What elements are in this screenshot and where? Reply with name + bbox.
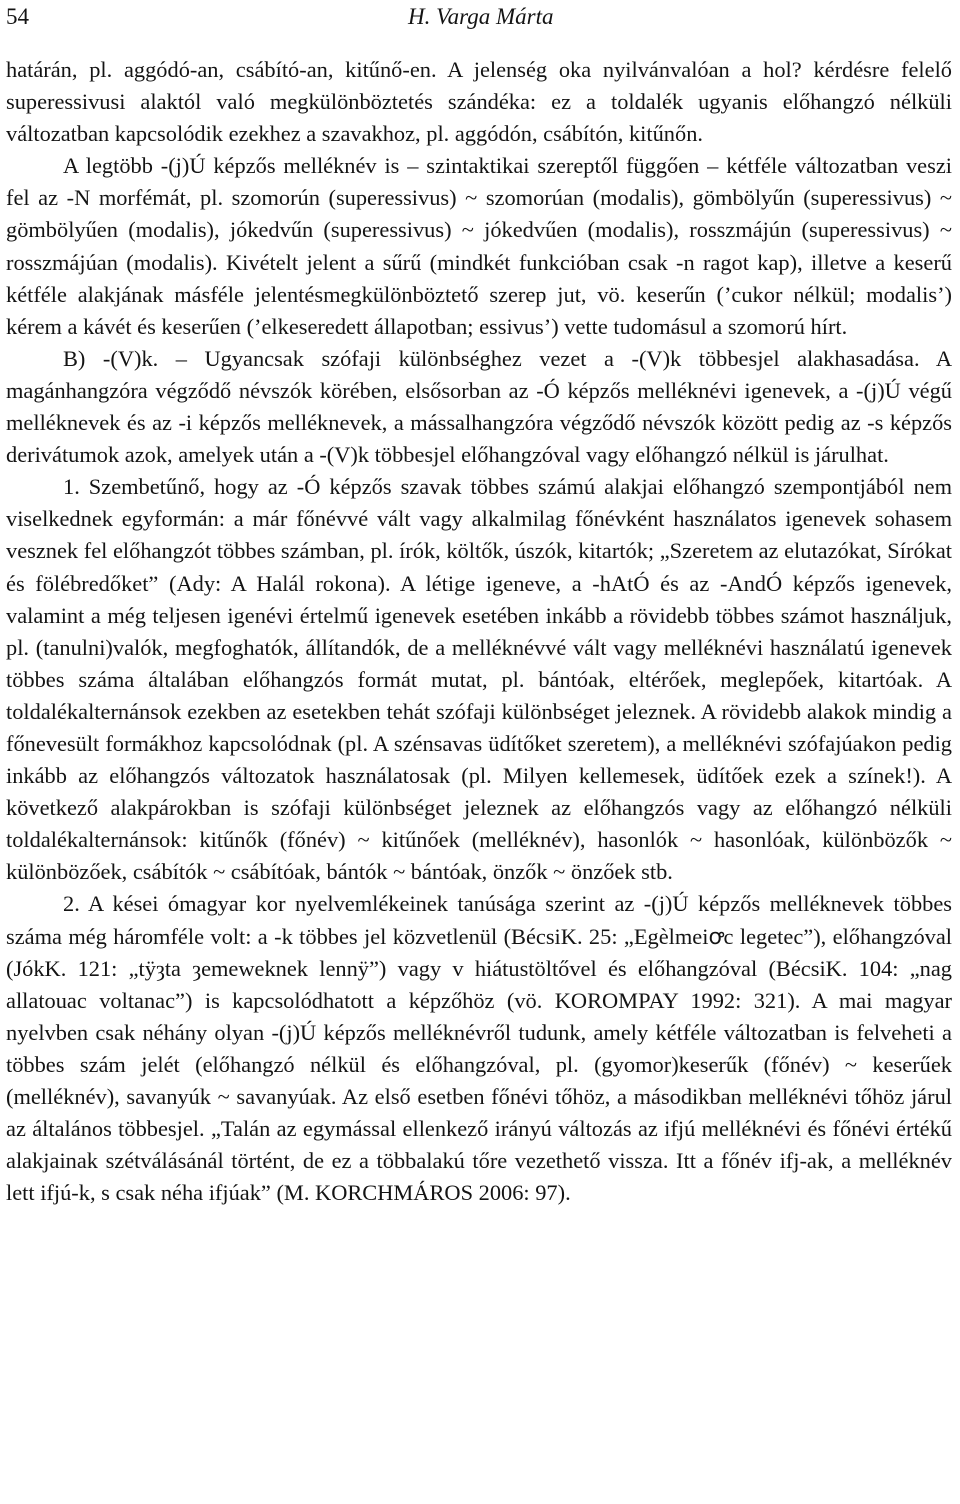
paragraph-4: 1. Szembetűnő, hogy az -Ó képzős szavak többes számú alakjai előhangzó szempontjából nem viselkednek egyformán: a már főnévvé vált vagy alkalmilag főnévként használatos igenevek sohasem vesznek fel előhangzót többes számban, pl. írók, költők, úszók, kitartók; „Szeretem az elutazókat, Sírókat és fölébredőket” (Ady: A Halál rokona). A létige igeneve, a -hAtÓ és az -AndÓ képzős igenevek, valamint a még teljesen igenévi értelmű igenevek esetében inkább a rövidebb többes számot használjuk, pl. (tanulni)valók, megfoghatók, állítandók, de a melléknévvé vált vagy melléknévi használatú igenevek többes száma általában előhangzós formát mutat, pl. bántóak, eltérőek, meglepőek, kitartóak. A toldalékalternánsok ezekben az esetekben tehát szófaji különbséget jeleznek. A rövidebb alakok mindig a főnevesült formákhoz kapcsolódnak (pl. A szénsavas üdítőket szeretem), a melléknévi szófajúakon pedig inkább az előhangzós változatok használatosak (pl. Milyen kellemesek, üdítőek ezek a színek!). A következő alakpárokban is szófaji különbséget jeleznek az előhangzós vagy az előhangzó nélküli toldalékalternánsok: kitűnők (főnév) ~ kitűnőek (melléknév), hasonlók ~ hasonlóak, különbözők ~ különbözőek, csábítók ~ csábítóak, bántók ~ bántóak, önzők ~ önzőek stb.: [6, 474, 952, 885]
paragraph-1: határán, pl. aggódó-an, csábító-an, kitűnő-en. A jelenség oka nyilvánvalóan a hol? kérdésre felelő superessivusi alaktól való megkülönböztetés szándéka: ez a toldalék ugyanis előhangzó nélküli változatban kapcsolódik ezekhez a szavakhoz, pl. aggódón, csábítón, kitűnőn.: [6, 57, 952, 147]
page-header: [6, 4, 952, 34]
paragraph-2: A legtöbb -(j)Ú képzős melléknév is – szintaktikai szereptől függően – kétféle változatban veszi fel az -N morfémát, pl. szomorún (superessivus) ~ szomorúan (modalis), gömbölyűn (superessivus) ~ gömbölyűen (modalis), jókedvűn (superessivus) ~ jókedvűen (modalis), rosszmájún (superessivus) ~ rosszmájúan (modalis). Kivételt jelent a sűrű (mindkét funkcióban csak -n ragot kap), illetve a keserű kétféle alakjának másféle jelentésmegkülönböztető szerep jut, vö. keserűn (’cukor nélkül; modalis’) kérem a kávét és keserűen (’elkeseredett állapotban; essivus’) vette tudomásul a szomorú hírt.: [6, 153, 952, 339]
paragraph-5: 2. A kései ómagyar kor nyelvemlékeinek tanúsága szerint az -(j)Ú képzős melléknevek többes száma még háromféle volt: a -k többes jel közvetlenül (BécsiK. 25: „Egèlmeiꝍc legetec”), előhangzóval (JókK. 121: „tÿȝta ȝemeweknek lennÿ”) vagy v hiátustöltővel és előhangzóval (BécsiK. 104: „nag allatouac voltanac”) is kapcsolódhatott a képzőhöz (vö. KOROMPAY 1992: 321). A mai magyar nyelvben csak néhány olyan -(j)Ú képzős melléknévről tudunk, amely kétféle változatban is felveheti a többes szám jelét (előhangzó nélkül és előhangzóval, pl. (gyomor)keserűk (főnév) ~ keserűek (melléknév), savanyúk ~ savanyúak. Az első esetben főnévi tőhöz, a másodikban melléknévi tőhöz járul az általános többesjel. „Talán az egymással ellenkező irányú változás az ifjú melléknévi és főnévi értékű alakjainak szétválásánál történt, de ez a többalakú tőre vezethető vissza. Itt a főnév ifj-ak, a melléknév lett ifjú-k, s csak néha ifjúak” (M. KORCHMÁROS 2006: 97).: [6, 891, 952, 1206]
running-head: H. Varga Márta: [408, 4, 554, 29]
paragraph-3: B) -(V)k. – Ugyancsak szófaji különbséghez vezet a -(V)k többesjel alakhasadása. A magánhangzóra végződő névszók körében, elsősorban az -Ó képzős melléknévi igenevek, a -(j)Ú végű melléknevek és az -i képzős melléknevek, a mássalhangzóra végződő névszók között pedig az -s képzős derivátumok azok, amelyek után a -(V)k többesjel előhangzóval vagy előhangzó nélkül is járulhat.: [6, 345, 952, 468]
page-number: 54: [6, 4, 29, 29]
body-text: [6, 54, 952, 1209]
